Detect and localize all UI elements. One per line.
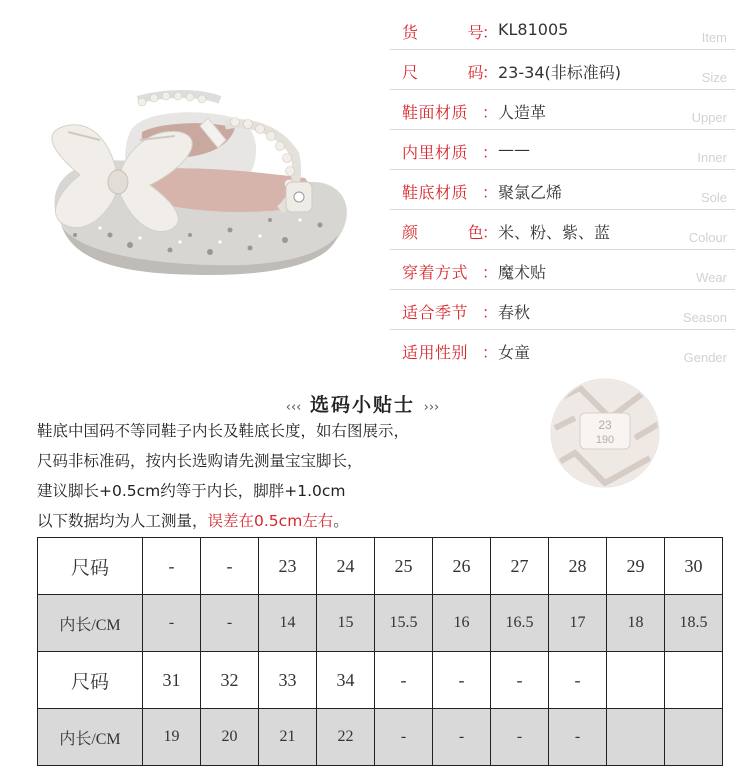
table-cell: -	[491, 709, 549, 766]
table-cell: 16.5	[491, 595, 549, 652]
table-cell: -	[143, 538, 201, 595]
table-cell: 25	[375, 538, 433, 595]
spec-row	[390, 250, 735, 290]
table-cell: 20	[201, 709, 259, 766]
tips-title-text: 选码小贴士	[309, 394, 415, 416]
spec-value: 聚氯乙烯	[498, 183, 563, 202]
table-cell	[665, 652, 723, 709]
table-cell: 30	[665, 538, 723, 595]
spec-english-label: Sole	[700, 190, 727, 205]
table-row-header: 内长/CM	[38, 709, 143, 766]
spec-colon: ：	[482, 143, 499, 162]
spec-row	[390, 330, 735, 369]
table-cell: 18.5	[665, 595, 723, 652]
shoe-product-image	[30, 70, 375, 290]
table-row-header: 尺码	[38, 538, 143, 595]
spec-label: 鞋底材质	[402, 183, 469, 202]
spec-english-label: Upper	[691, 110, 727, 125]
spec-row	[390, 90, 735, 130]
spec-english-label: Colour	[688, 230, 727, 245]
deco-chevrons-left: ‹‹‹	[285, 400, 302, 415]
spec-label: 适用性别	[402, 343, 469, 362]
spec-english-label: Season	[682, 310, 727, 325]
table-cell: -	[433, 709, 491, 766]
table-row	[38, 709, 723, 766]
table-cell	[665, 709, 723, 766]
tips-paragraph	[37, 416, 507, 536]
table-cell: 28	[549, 538, 607, 595]
spec-label: 内里材质	[402, 143, 469, 162]
table-row	[38, 538, 723, 595]
spec-value: 女童	[498, 343, 531, 362]
table-cell: -	[143, 595, 201, 652]
spec-label: 鞋面材质	[402, 103, 469, 122]
spec-value: 人造革	[498, 103, 547, 122]
spec-value: 春秋	[498, 303, 531, 322]
spec-label: 尺 码	[402, 63, 484, 82]
spec-value: 23-34(非标准码)	[498, 63, 621, 82]
table-cell: 26	[433, 538, 491, 595]
spec-row	[390, 50, 735, 90]
spec-label: 颜 色	[402, 223, 484, 242]
table-cell: 22	[317, 709, 375, 766]
table-cell	[607, 709, 665, 766]
table-cell: 21	[259, 709, 317, 766]
spec-row	[390, 130, 735, 170]
spec-row	[390, 10, 735, 50]
table-cell: 14	[259, 595, 317, 652]
spec-english-label: Size	[701, 70, 727, 85]
table-cell: 32	[201, 652, 259, 709]
size-table	[37, 537, 723, 766]
table-row	[38, 595, 723, 652]
table-cell: -	[201, 538, 259, 595]
spec-colon: ：	[482, 63, 499, 82]
table-cell: -	[375, 652, 433, 709]
table-cell: -	[549, 709, 607, 766]
spec-colon: ：	[482, 223, 499, 242]
spec-label: 适合季节	[402, 303, 469, 322]
table-cell: 17	[549, 595, 607, 652]
table-cell: 23	[259, 538, 317, 595]
table-cell: 18	[607, 595, 665, 652]
spec-label: 穿着方式	[402, 263, 469, 282]
table-cell: 27	[491, 538, 549, 595]
tips-line-4-end: 。	[333, 512, 349, 530]
spec-english-label: Item	[701, 30, 727, 45]
spec-english-label: Inner	[697, 150, 727, 165]
spec-colon: ：	[482, 103, 499, 122]
table-row	[38, 652, 723, 709]
table-cell: 15	[317, 595, 375, 652]
sole-closeup-image	[550, 378, 660, 488]
table-cell: 24	[317, 538, 375, 595]
table-cell: 15.5	[375, 595, 433, 652]
spec-value: KL81005	[498, 20, 569, 39]
table-cell: 31	[143, 652, 201, 709]
sole-length-mark: 190	[595, 434, 615, 446]
spec-colon: ：	[482, 303, 499, 322]
spec-value: 魔术贴	[498, 263, 547, 282]
table-cell: 34	[317, 652, 375, 709]
table-cell: -	[433, 652, 491, 709]
tips-title	[255, 390, 470, 417]
spec-english-label: Wear	[696, 270, 727, 285]
spec-row	[390, 290, 735, 330]
tips-line-1: 鞋底中国码不等同鞋子内长及鞋底长度，如右图展示，	[37, 422, 410, 440]
table-cell: -	[491, 652, 549, 709]
spec-value: 米、粉、紫、蓝	[498, 223, 611, 242]
spec-row	[390, 210, 735, 250]
spec-row	[390, 170, 735, 210]
spec-colon: ：	[482, 183, 499, 202]
tips-line-4-plain: 以下数据均为人工测量，	[37, 512, 208, 530]
tips-error-note: 误差在0.5cm左右	[207, 512, 334, 530]
table-cell: 16	[433, 595, 491, 652]
spec-colon: ：	[482, 263, 499, 282]
table-cell: 29	[607, 538, 665, 595]
table-cell: -	[549, 652, 607, 709]
table-cell: -	[375, 709, 433, 766]
tips-line-2: 尺码非标准码，按内长选购请先测量宝宝脚长，	[37, 452, 363, 470]
table-row-header: 尺码	[38, 652, 143, 709]
spec-colon: ：	[482, 343, 499, 362]
table-cell	[607, 652, 665, 709]
spec-colon: ：	[482, 23, 499, 42]
table-cell: 19	[143, 709, 201, 766]
spec-english-label: Gender	[683, 350, 727, 365]
table-cell: 33	[259, 652, 317, 709]
table-cell: -	[201, 595, 259, 652]
spec-label: 货 号	[402, 23, 484, 42]
tips-line-4	[37, 506, 507, 536]
spec-list	[390, 10, 735, 369]
deco-chevrons-right: ›››	[423, 400, 440, 415]
tips-line-3: 建议脚长+0.5cm约等于内长，脚胖+1.0cm	[37, 482, 346, 500]
table-row-header: 内长/CM	[38, 595, 143, 652]
spec-value: ——	[498, 140, 530, 159]
sole-size-mark: 23	[598, 418, 612, 432]
